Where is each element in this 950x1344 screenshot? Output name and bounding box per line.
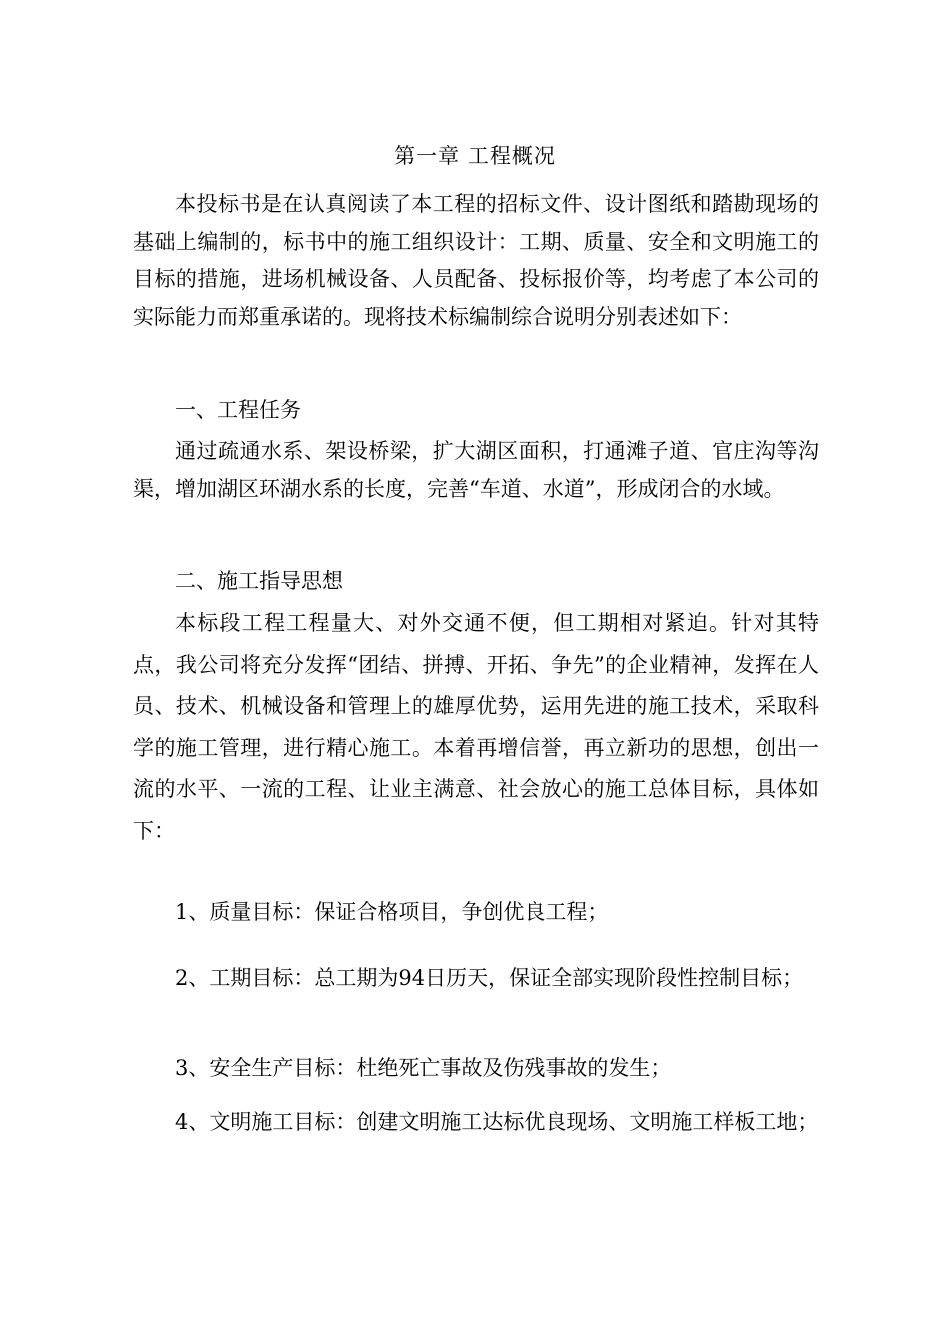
goal-safety: 3、安全生产目标：杜绝死亡事故及伤残事故的发生； — [175, 1056, 672, 1080]
intro-paragraph: 本投标书是在认真阅读了本工程的招标文件、设计图纸和踏勘现场的基础上编制的，标书中的施工组织设计：工期、质量、安全和文明施工的目标的措施，进场机械设备、人员配备、投标报价等，均考虑了本公司的实际能力而郑重承诺的。现将技术标编制综合说明分别表述如下： — [133, 192, 819, 329]
project-task-paragraph: 通过疏通水系、架设桥梁，扩大湖区面积，打通滩子道、官庄沟等沟渠，增加湖区环湖水系的长度，完善“车道、水道”，形成闭合的水域。 — [133, 439, 819, 501]
section-heading-project-task: 一、工程任务 — [175, 398, 301, 422]
goal-quality: 1、质量目标：保证合格项目，争创优良工程； — [175, 900, 609, 924]
guiding-idea-paragraph: 本标段工程工程量大、对外交通不便，但工期相对紧迫。针对其特点，我公司将充分发挥“团结、拼搏、开拓、争先”的企业精神，发挥在人员、技术、机械设备和管理上的雄厚优势，运用先进的施工技术，采取科学的施工管理，进行精心施工。本着再增信誉，再立新功的思想，创出一流的水平、一流的工程、让业主满意、社会放心的施工总体目标，具体如下： — [133, 611, 819, 843]
goal-civilized-construction: 4、文明施工目标：创建文明施工达标优良现场、文明施工样板工地； — [175, 1110, 819, 1134]
goal-schedule: 2、工期目标：总工期为94日历天，保证全部实现阶段性控制目标； — [175, 966, 804, 990]
chapter-title: 第一章 工程概况 — [394, 144, 556, 168]
section-heading-guiding-idea: 二、施工指导思想 — [175, 569, 343, 593]
